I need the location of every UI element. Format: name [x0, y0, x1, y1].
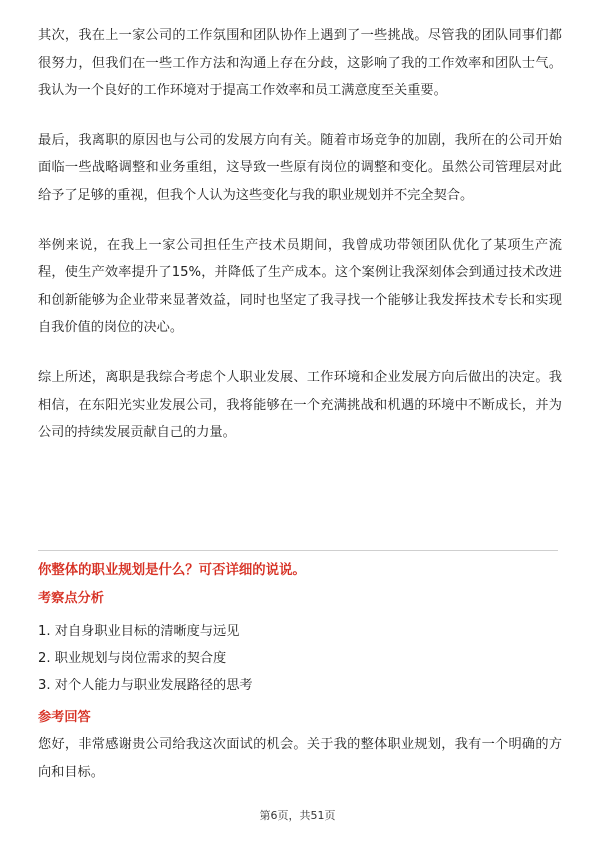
paragraph-company-direction: 最后，我离职的原因也与公司的发展方向有关。随着市场竞争的加剧，我所在的公司开始面临一些战略调整和业务重组，这导致一些原有岗位的调整和变化。虽然公司管理层对此给予了足够的重视，但我个人认为这些变化与我的职业规划并不完全契合。: [38, 132, 562, 203]
analysis-point: 1. 对自身职业目标的清晰度与远见: [38, 624, 240, 639]
answer-body: [38, 22, 562, 447]
answer-heading: 参考回答: [38, 710, 91, 725]
section-divider: [38, 550, 558, 551]
analysis-heading: 考察点分析: [38, 591, 104, 606]
paragraph-conclusion: 综上所述，离职是我综合考虑个人职业发展、工作环境和企业发展方向后做出的决定。我相信，在东阳光实业发展公司，我将能够在一个充满挑战和机遇的环境中不断成长，并为公司的持续发展贡献自己的力量。: [38, 369, 562, 441]
analysis-points: [38, 618, 562, 699]
analysis-point: 3. 对个人能力与职业发展路径的思考: [38, 678, 253, 693]
page-footer: 第6页，共51页: [259, 809, 336, 822]
paragraph-example: 举例来说，在我上一家公司担任生产技术员期间，我曾成功带领团队优化了某项生产流程，使生产效率提升了15%，并降低了生产成本。这个案例让我深刻体会到通过技术改进和创新能够为企业带来显著效益，同时也坚定了我寻找一个能够让我发挥技术专长和实现自我价值的岗位的决心。: [38, 237, 562, 336]
question-title: 你整体的职业规划是什么？可否详细的说说。: [38, 563, 306, 578]
analysis-point: 2. 职业规划与岗位需求的契合度: [38, 651, 227, 666]
question-section: [38, 560, 562, 786]
answer-text: 您好，非常感谢贵公司给我这次面试的机会。关于我的整体职业规划，我有一个明确的方向和目标。: [38, 737, 562, 780]
paragraph-work-environment: 其次，我在上一家公司的工作氛围和团队协作上遇到了一些挑战。尽管我的团队同事们都很努力，但我们在一些工作方法和沟通上存在分歧，这影响了我的工作效率和团队士气。我认为一个良好的工作环境对于提高工作效率和员工满意度至关重要。: [38, 28, 562, 99]
